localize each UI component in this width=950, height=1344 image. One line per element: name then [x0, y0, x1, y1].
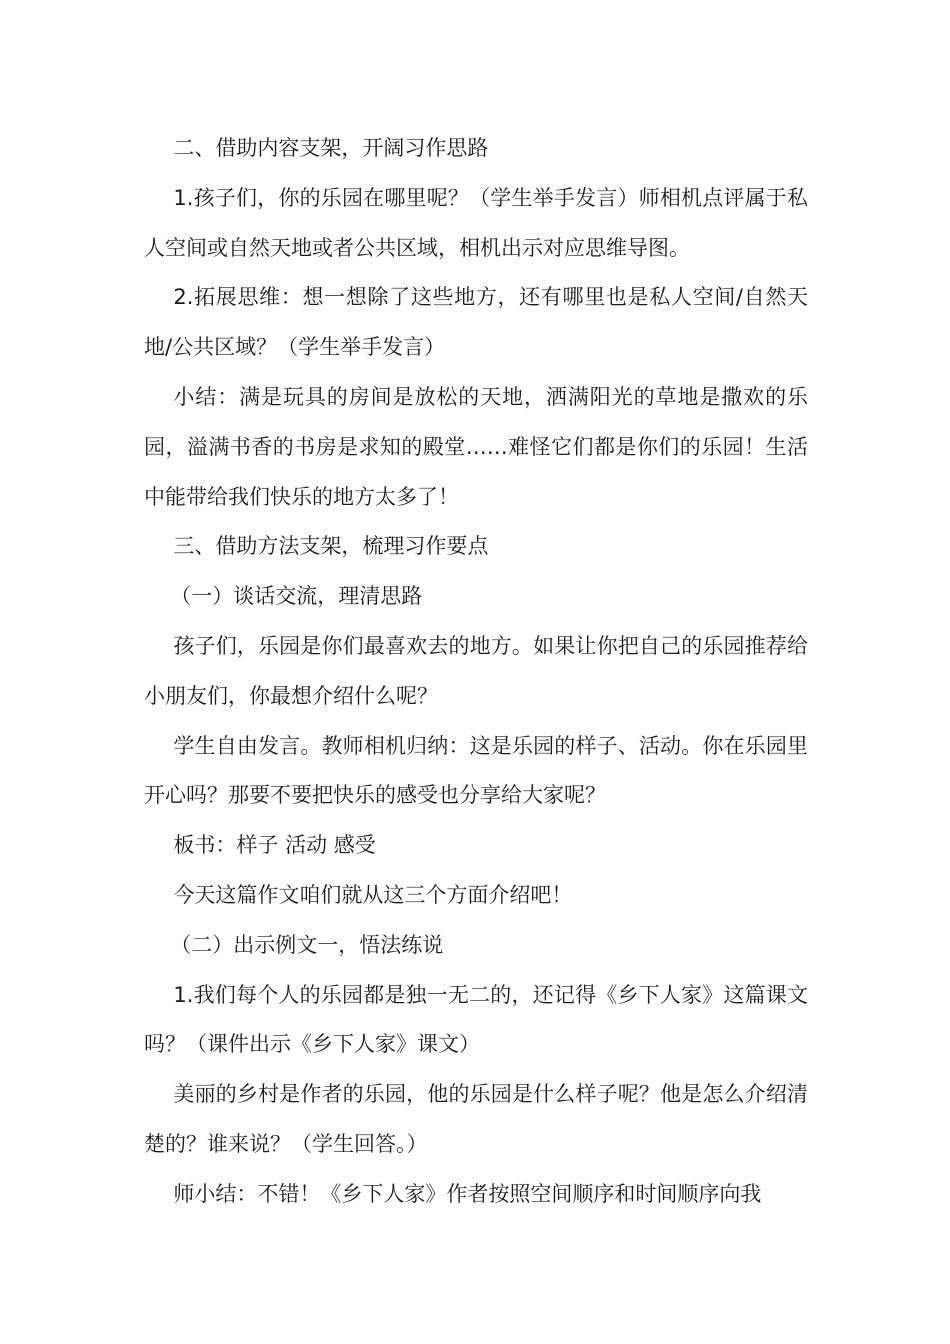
paragraph: 1.孩子们，你的乐园在哪里呢？（学生举手发言）师相机点评属于私人空间或自然天地或者公共区域，相机出示对应思维导图。 [144, 185, 808, 260]
subsection-heading-1: （一）谈话交流，理清思路 [170, 584, 423, 609]
paragraph: 美丽的乡村是作者的乐园，他的乐园是什么样子呢？他是怎么介绍清楚的？谁来说？（学生回答。） [144, 1082, 808, 1156]
paragraph: 今天这篇作文咱们就从这三个方面介绍吧！ [173, 882, 573, 907]
paragraph: 学生自由发言。教师相机归纳：这是乐园的样子、活动。你在乐园里开心吗？那要不要把快乐的感受也分享给大家呢？ [144, 733, 808, 808]
paragraph: 2.拓展思维：想一想除了这些地方，还有哪里也是私人空间/自然天地/公共区域？（学生举手发言） [144, 285, 808, 360]
section-heading-3: 三、借助方法支架，梳理习作要点 [173, 534, 489, 559]
paragraph: 1.我们每个人的乐园都是独一无二的，还记得《乡下人家》这篇课文吗？（课件出示《乡下人家》课文） [144, 982, 808, 1057]
board-writing: 板书：样子 活动 感受 [173, 833, 376, 858]
paragraph: 孩子们，乐园是你们最喜欢去的地方。如果让你把自己的乐园推荐给小朋友们，你最想介绍什么呢？ [144, 633, 808, 708]
section-heading-2: 二、借助内容支架，开阔习作思路 [173, 136, 489, 160]
paragraph: 师小结：不错！《乡下人家》作者按照空间顺序和时间顺序向我 [173, 1181, 762, 1206]
subsection-heading-2: （二）出示例文一，悟法练说 [170, 932, 444, 957]
paragraph: 小结：满是玩具的房间是放松的天地，洒满阳光的草地是撒欢的乐园，溢满书香的书房是求知的殿堂……难怪它们都是你们的乐园！生活中能带给我们快乐的地方太多了！ [144, 384, 808, 509]
document-body [144, 124, 808, 1220]
